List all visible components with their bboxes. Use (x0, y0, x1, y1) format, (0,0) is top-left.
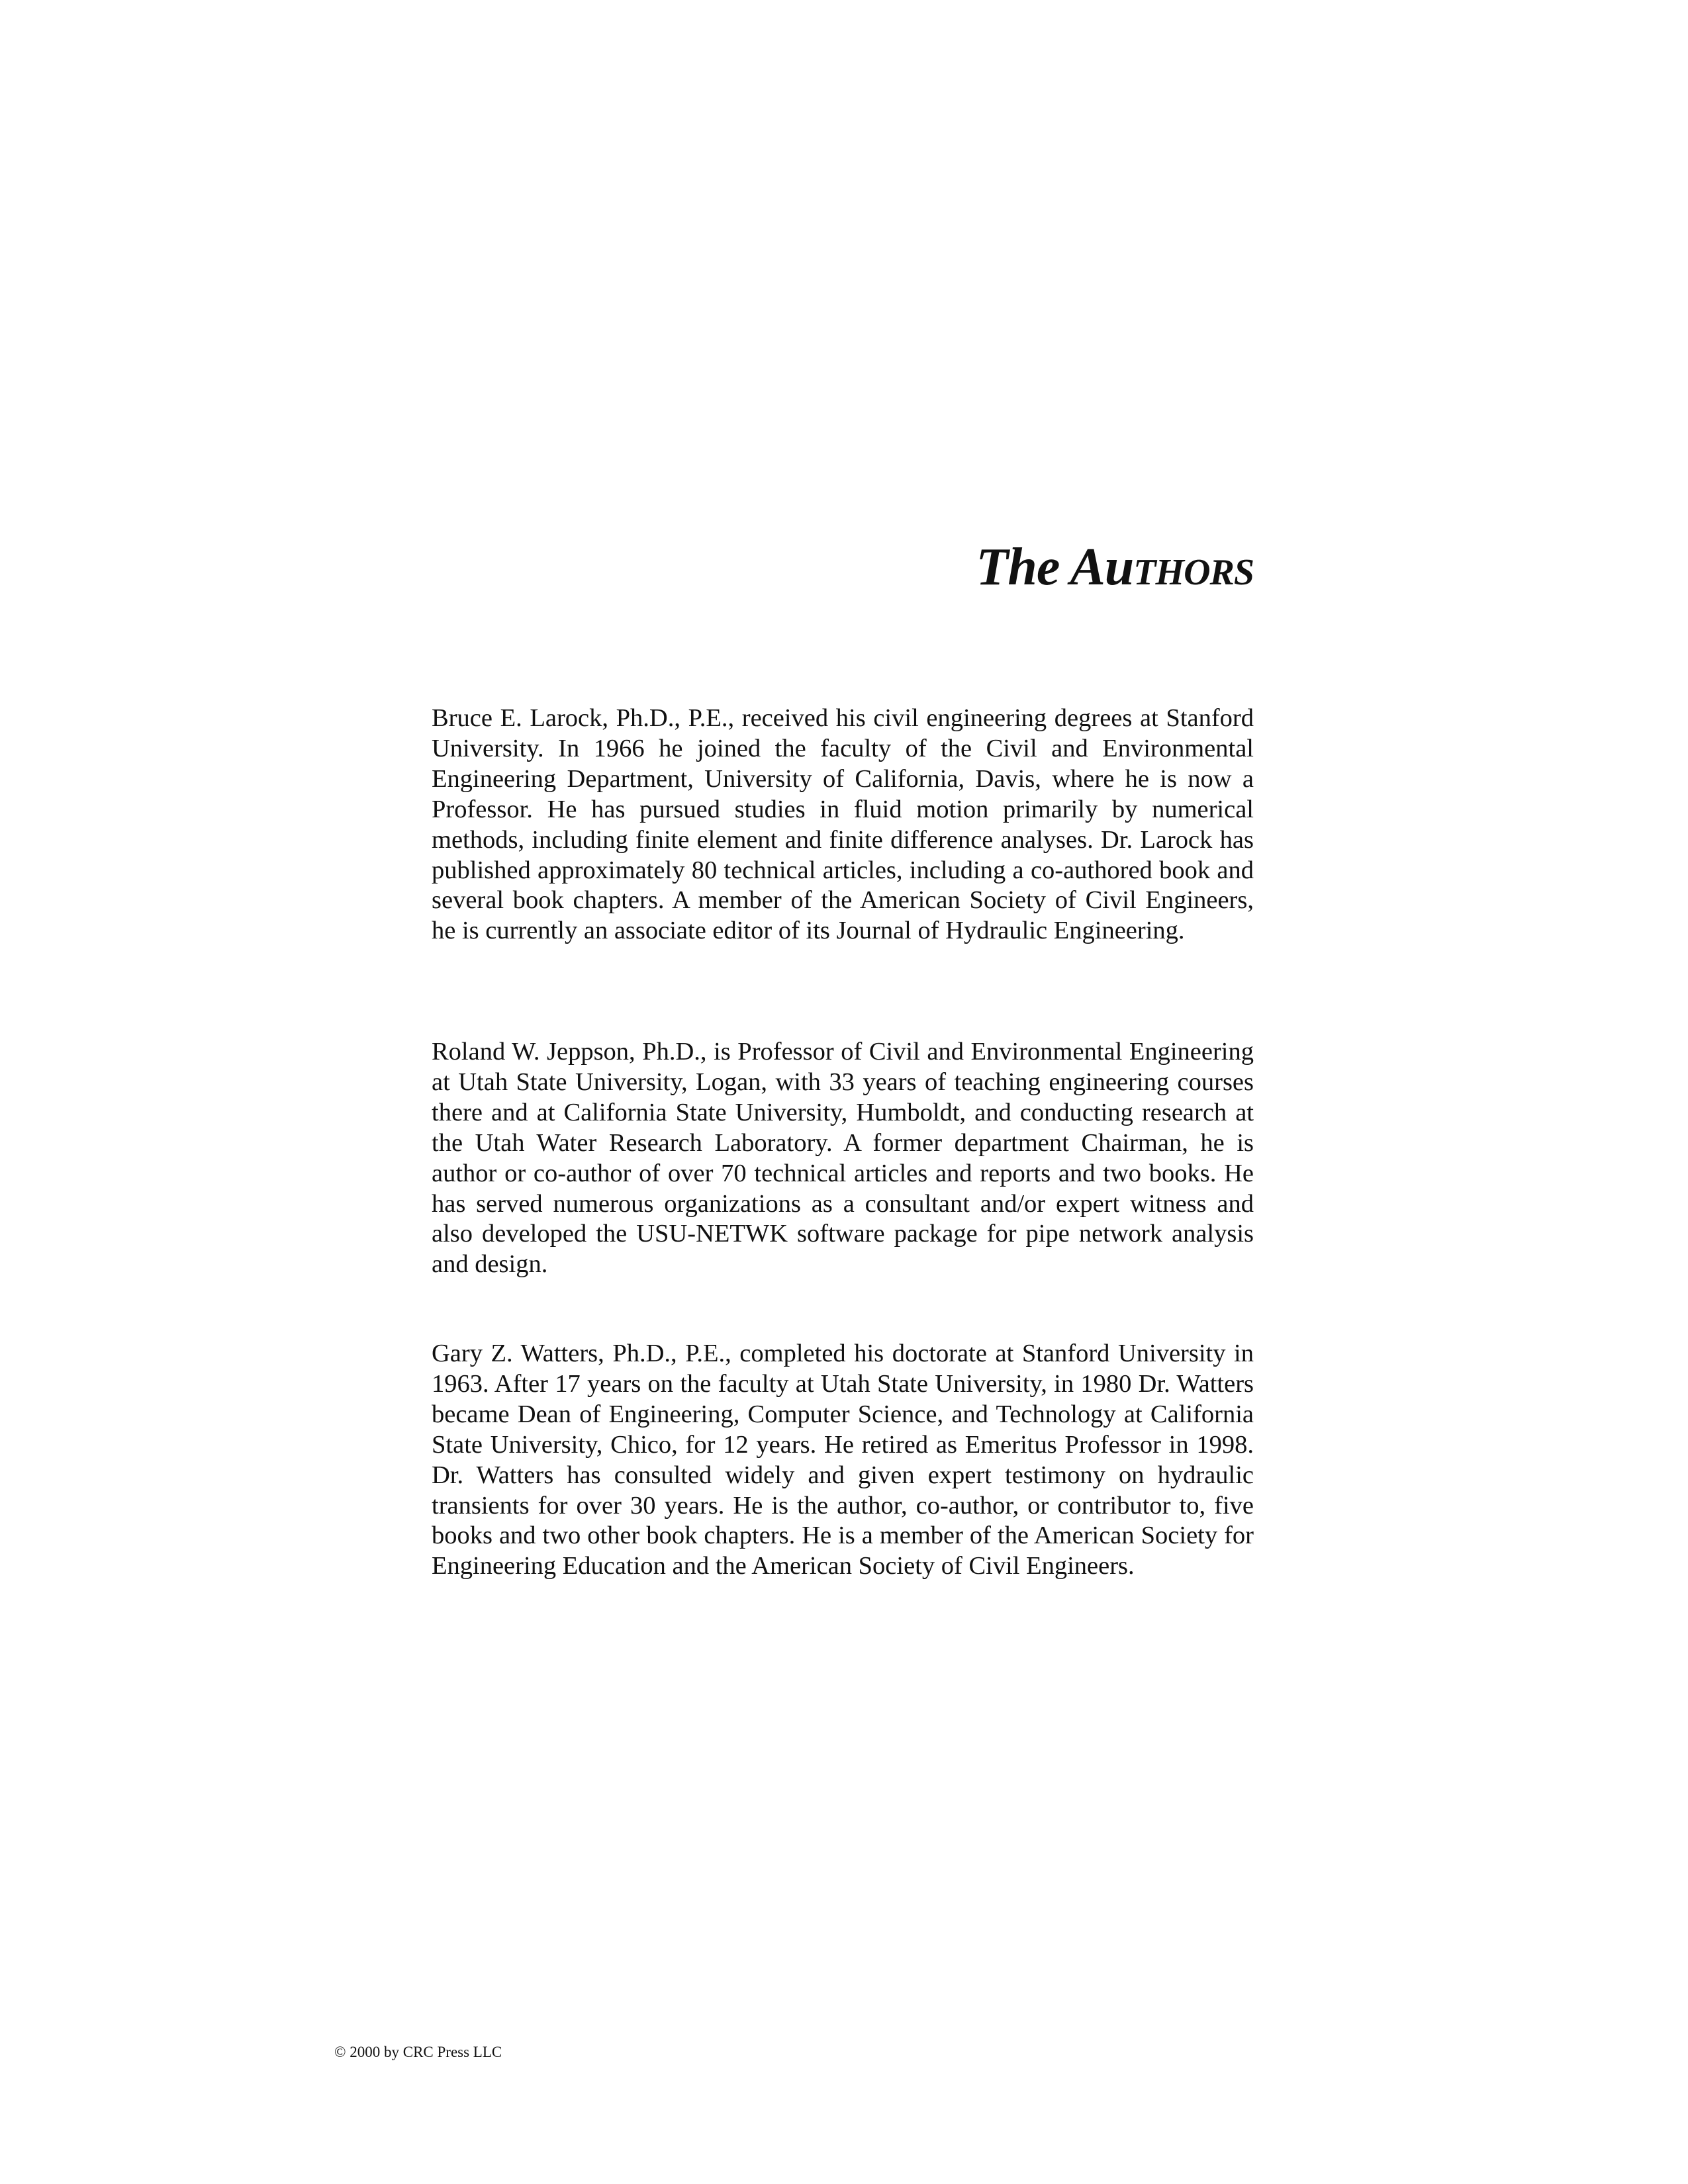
author-bio-larock: Bruce E. Larock, Ph.D., P.E., received his civil engineering degrees at Stanford University. In 1966 he joined the faculty of the Civil and Environmental Engineering Department, University of California, Davis, where he is now a Professor. He has pursued studies in fluid motion primarily by numerical methods, including finite element and finite difference analyses. Dr. Larock has published approximately 80 technical articles, including a co-authored book and several book chapters. A member of the American Society of Civil Engineers, he is currently an associate editor of its Journal of Hydraulic Engineering. (432, 704, 1254, 945)
copyright-footer: © 2000 by CRC Press LLC (334, 2044, 502, 2060)
author-bio-jeppson: Roland W. Jeppson, Ph.D., is Professor of Civil and Environmental Engineering at Utah State University, Logan, with 33 years of teaching engineering courses there and at California State University, Humboldt, and conducting research at the Utah Water Research Laboratory. A former department Chairman, he is author or co-author of over 70 technical articles and reports and two books. He has served numerous organizations as a consultant and/or expert witness and also developed the USU-NETWK software package for pipe network analysis and design. (432, 1038, 1254, 1279)
page-title (927, 537, 1254, 597)
author-bio-watters: Gary Z. Watters, Ph.D., P.E., completed his doctorate at Stanford University in 1963. After 17 years on the faculty at Utah State University, in 1980 Dr. Watters became Dean of Engineering, Computer Science, and Technology at California State University, Chico, for 12 years. He retired as Emeritus Professor in 1998. Dr. Watters has consulted widely and given expert testimony on hydraulic transients for over 30 years. He is the author, co-author, or contributor to, five books and two other book chapters. He is a member of the American Society for Engineering Education and the American Society of Civil Engineers. (432, 1340, 1254, 1580)
page-title-main: The Au (976, 538, 1134, 596)
page-title-smallcaps: thors (1133, 538, 1254, 596)
